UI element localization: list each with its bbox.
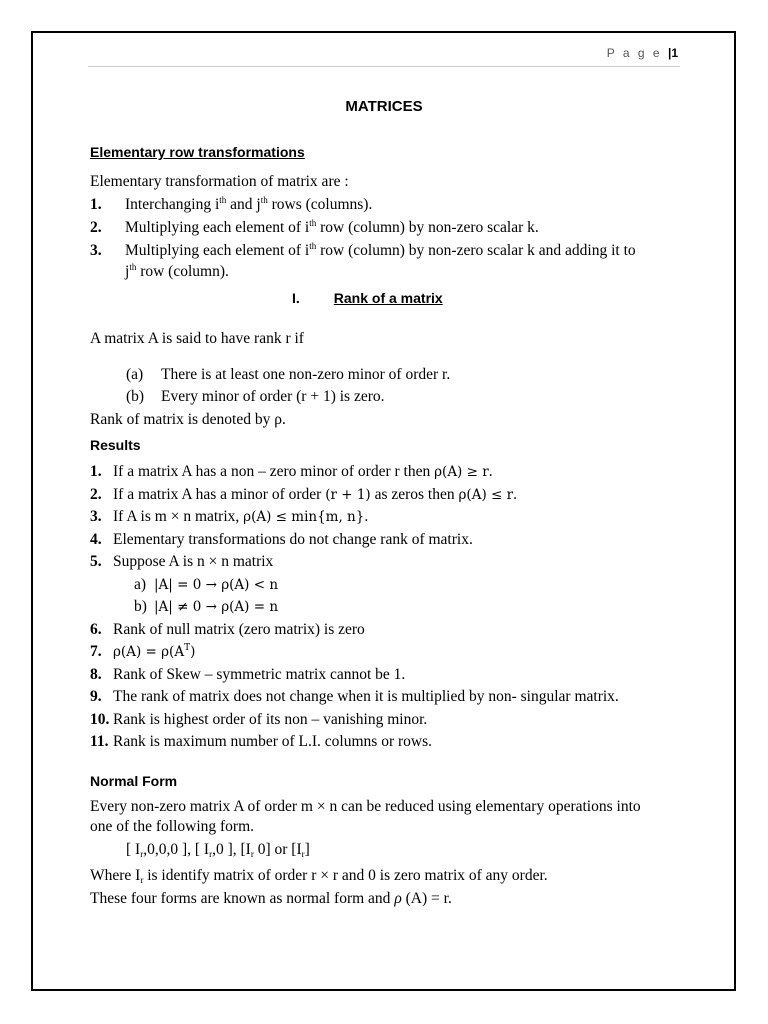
result-8: 8. Rank of Skew – symmetric matrix cannot be 1. [90, 666, 406, 683]
rank-denoted: Rank of matrix is denoted by ρ. [90, 411, 286, 428]
result-3: 3. If A is m × n matrix, ρ(A) ≤ min{m, n}. [90, 508, 369, 525]
rank-condition-b: (b) Every minor of order (r + 1) is zero. [126, 388, 385, 405]
elementary-item-1: 1. Interchanging $i^{th}$ and $j^{th}$ rows (columns). [90, 195, 373, 213]
result-5b: b) |A| ≠ 0 → ρ(A) = n [134, 598, 279, 615]
normal-where: Where $I_r$ is identify matrix of order r × r and 0 is zero matrix of any order. [90, 867, 548, 885]
result-5a: a) |A| = 0 → ρ(A) < n [134, 576, 279, 593]
rank-intro: A matrix A is said to have rank r if [90, 330, 304, 347]
result-11: 11. Rank is maximum number of L.I. columns or rows. [90, 733, 432, 750]
result-9: 9. The rank of matrix does not change when it is multiplied by non- singular matrix. [90, 688, 619, 705]
rank-roman: I. [292, 290, 300, 306]
normal-form-heading: Normal Form [90, 773, 178, 789]
result-5: 5. Suppose A is n × n matrix [90, 553, 274, 570]
rank-title: Rank of a matrix [333, 290, 443, 306]
elementary-item-3: 3. Multiplying each element of $i^{th}$ row (column) by non-zero scalar k and adding it to [90, 241, 636, 259]
rank-condition-a: (a) There is at least one non-zero minor of order r. [126, 366, 451, 383]
page-header [607, 46, 678, 60]
normal-forms: [ $I_r,0,0,0$ ], [ $I_r,0$ ], [$I_r$ 0] or $[I_r]$ [126, 841, 310, 859]
elementary-intro: Elementary transformation of matrix are : [90, 173, 349, 190]
result-7: 7. $\rho(A) = \rho(A^T)$ [90, 643, 196, 660]
results-heading: Results [90, 437, 141, 453]
page-number: 1 [671, 46, 678, 60]
normal-line-1: Every non-zero matrix A of order m × n can be reduced using elementary operations into [90, 798, 641, 815]
normal-line-2: one of the following form. [90, 818, 255, 835]
result-2: 2. If a matrix A has a minor of order (r + 1) as zeros then ρ(A) ≤ r. [90, 486, 517, 503]
normal-known: These four forms are known as normal form and ρ (A) = r. [90, 890, 452, 907]
page-label: P a g e [606, 46, 663, 60]
elementary-item-3-cont: $j^{th}$ row (column). [125, 262, 229, 280]
header-separator: | [667, 46, 672, 60]
header-rule [88, 66, 680, 67]
document-title: MATRICES [345, 98, 423, 115]
elementary-heading: Elementary row transformations [90, 144, 305, 160]
result-1: 1. If a matrix A has a non – zero minor of order r then ρ(A) ≥ r. [90, 463, 493, 480]
result-4: 4. Elementary transformations do not change rank of matrix. [90, 531, 473, 548]
result-6: 6. Rank of null matrix (zero matrix) is zero [90, 621, 365, 638]
elementary-item-2: 2. Multiplying each element of $i^{th}$ row (column) by non-zero scalar k. [90, 218, 539, 236]
rank-heading [292, 290, 443, 306]
result-10: 10. Rank is highest order of its non – vanishing minor. [90, 711, 428, 728]
